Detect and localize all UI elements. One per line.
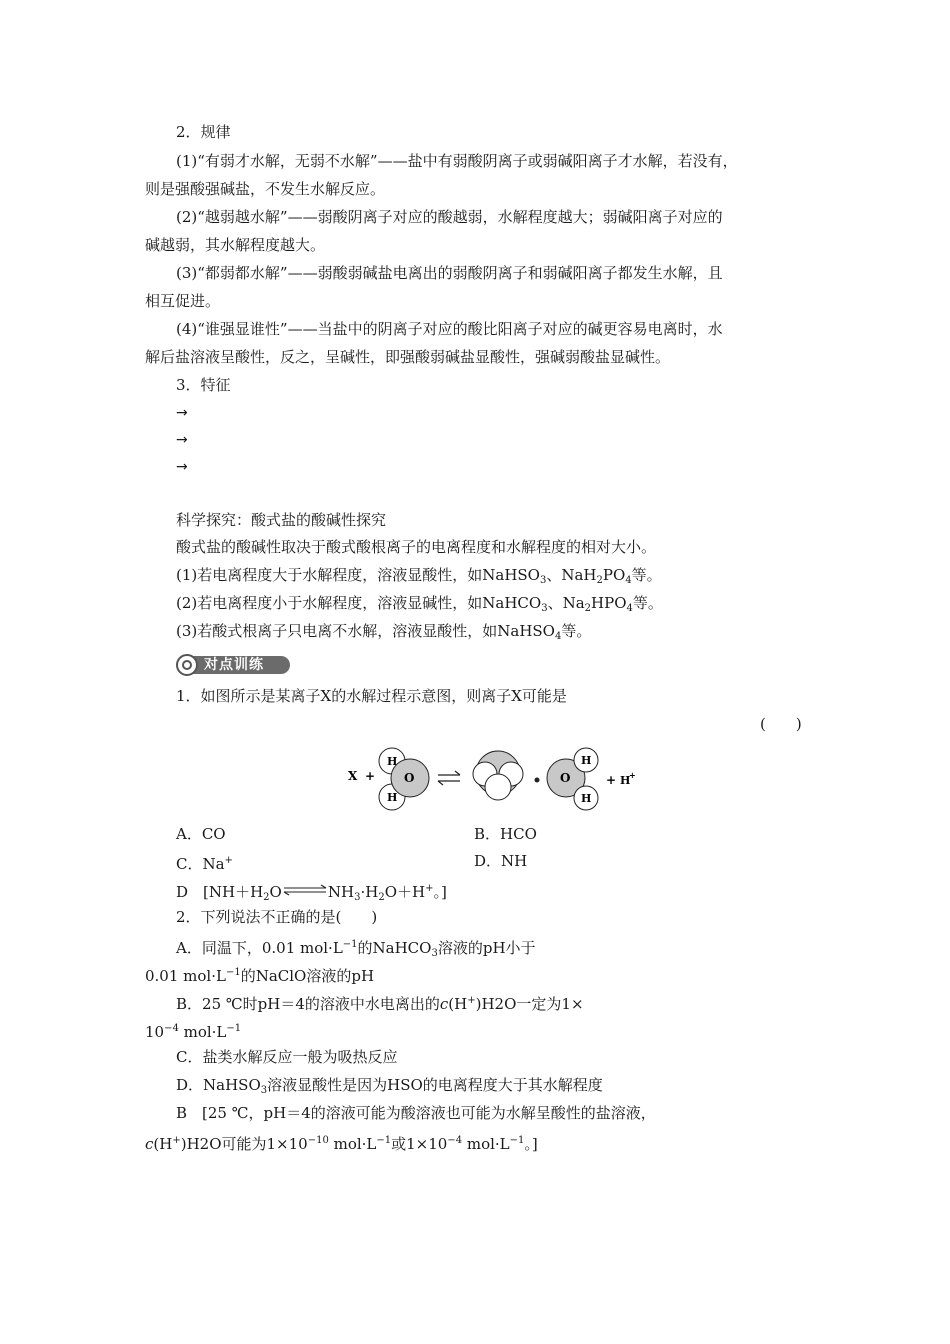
explore-case-2: (2)若电离程度小于水解程度，溶液显碱性，如NaHCO$_3$、$Na_2HPO_4$等。 xyxy=(176,594,663,614)
feature-arrow-3: → xyxy=(176,459,188,475)
diagram-plus-1: + xyxy=(365,769,376,783)
hydrolysis-diagram xyxy=(340,740,650,820)
q2-option-a-line-2: 0.01 $mol\cdot L^{-1}$的NaClO溶液的pH xyxy=(145,967,375,985)
rule-4-line-1: (4)“谁强显谁性”——当盐中的阴离子对应的酸比阳离子对应的碱更容易电离时，水 xyxy=(176,320,723,338)
diagram-x-label: X xyxy=(348,769,358,783)
q2-option-d: D．NaHSO$_3$溶液显酸性是因为HSO的电离程度大于其水解程度 xyxy=(176,1076,603,1096)
diagram-h-ion: H xyxy=(620,774,631,787)
rule-2-line-1: (2)“越弱越水解”——弱酸阴离子对应的酸越弱，水解程度越大；弱碱阳离子对应的 xyxy=(176,208,723,226)
explore-intro: 酸式盐的酸碱性取决于酸式酸根离子的电离程度和水解程度的相对大小。 xyxy=(176,538,657,556)
rule-1-line-2: 则是强酸强碱盐，不发生水解反应。 xyxy=(145,180,386,198)
explore-case-1: (1)若电离程度大于水解程度，溶液显酸性，如NaHSO$_3$、$NaH_2PO_4$等。 xyxy=(176,566,662,586)
section-3-title: 3．特征 xyxy=(176,376,231,394)
q2-option-b-line-2: $10^{-4}$ $mol\cdot L^{-1}$ xyxy=(145,1023,242,1041)
rule-3-line-2: 相互促进。 xyxy=(145,292,221,310)
q1-option-a: A．CO xyxy=(176,825,226,843)
svg-text:H: H xyxy=(581,754,592,767)
equilibrium-arrow-inline xyxy=(282,884,328,896)
explore-title: 科学探究：酸式盐的酸碱性探究 xyxy=(176,511,387,529)
section-2-title: 2．规律 xyxy=(176,123,231,141)
q1-option-b: B．HCO xyxy=(474,825,537,843)
equilibrium-arrow xyxy=(438,771,460,785)
svg-text:+: + xyxy=(629,770,636,780)
explore-case-3: (3)若酸式根离子只电离不水解，溶液显酸性，如NaHSO$_4$等。 xyxy=(176,622,592,642)
svg-text:O: O xyxy=(404,771,415,785)
q1-answer: D [$NH+H_2O$ $NH_3\cdot H_2O+H^+$。] xyxy=(176,883,447,903)
feature-arrow-2: → xyxy=(176,432,188,448)
target-icon xyxy=(176,654,198,676)
q2-option-b-line-1: B．25 ℃时pH＝4的溶液中水电离出的c(H+)H2O一定为1× xyxy=(176,995,584,1013)
q2-answer-line-2: c(H+)H2O可能为$1\times 10^{-10}$ $mol\cdot L^{-1}$或$1\times 10^{-4}$ $mol\cdot L^{-1}$。] xyxy=(145,1135,538,1153)
diagram-plus-2: + xyxy=(606,773,617,787)
q2-option-c: C．盐类水解反应一般为吸热反应 xyxy=(176,1048,398,1066)
practice-badge xyxy=(176,654,294,676)
q2-option-a-line-1: A．同温下，0.01 $mol\cdot L^{-1}$的NaHCO$_3$溶液的pH小于 xyxy=(176,939,536,959)
svg-text:H: H xyxy=(387,755,398,768)
x-h-bottom xyxy=(485,774,511,800)
q1-stem: 1．如图所示是某离子X的水解过程示意图，则离子X可能是 xyxy=(176,687,567,705)
svg-text:H: H xyxy=(387,791,398,804)
diagram-dot xyxy=(535,778,540,783)
svg-text:H: H xyxy=(581,792,592,805)
feature-arrow-1: → xyxy=(176,405,188,421)
q1-answer-bracket: ( ) xyxy=(760,715,802,733)
q2-stem: 2．下列说法不正确的是( ) xyxy=(176,908,378,926)
rule-2-line-2: 碱越弱，其水解程度越大。 xyxy=(145,236,326,254)
rule-1-line-1: (1)“有弱才水解，无弱不水解”——盐中有弱酸阴离子或弱碱阳离子才水解，若没有， xyxy=(176,152,738,170)
rule-4-line-2: 解后盐溶液呈酸性，反之，呈碱性，即强酸弱碱盐显酸性，强碱弱酸盐显碱性。 xyxy=(145,348,671,366)
q1-option-d: D．NH xyxy=(474,852,528,870)
badge-label: 对点训练 xyxy=(204,657,264,673)
q2-answer-line-1: B [25 ℃，pH＝4的溶液可能为酸溶液也可能为水解呈酸性的盐溶液， xyxy=(176,1104,656,1122)
q1-option-c: C．Na+ xyxy=(176,855,233,873)
rule-3-line-1: (3)“都弱都水解”——弱酸弱碱盐电离出的弱酸阴离子和弱碱阳离子都发生水解，且 xyxy=(176,264,723,282)
svg-text:O: O xyxy=(560,771,571,785)
